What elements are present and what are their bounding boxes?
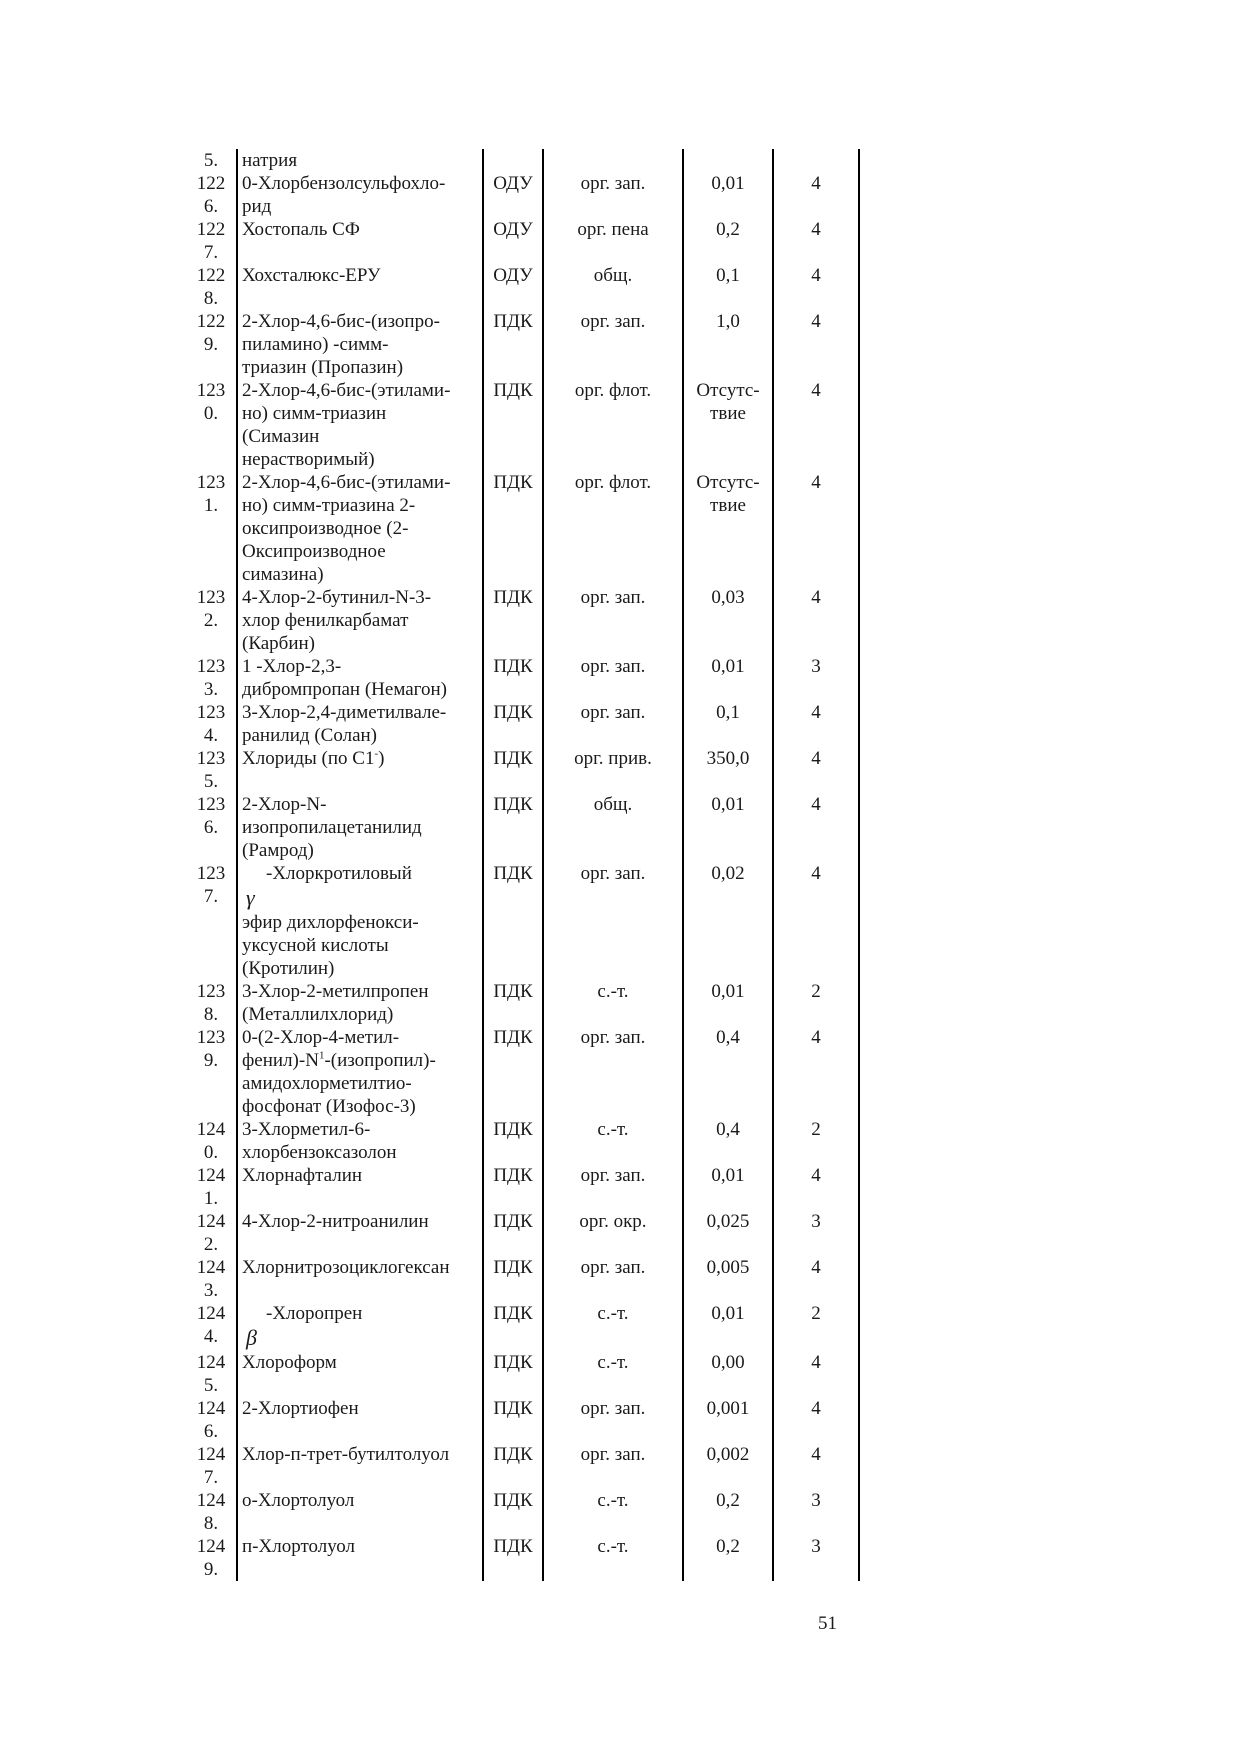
row-number: 123 1.: [196, 472, 226, 516]
substance-name-text: Хостопаль СФ: [242, 219, 360, 240]
substance-name: [242, 1118, 480, 1164]
substance-name: [242, 218, 480, 241]
row-number: 124 8.: [196, 1490, 226, 1534]
substance-name: натрия: [242, 150, 298, 171]
table-body: [186, 149, 859, 1581]
harm-indicator: орг. зап.: [580, 587, 646, 608]
substance-name-text: 2-Хлор-4,6-бис-(этилами- но) симм-триазина 2- оксипроизводное (2- Оксипроизводное симазина): [242, 472, 451, 585]
limit-type: ПДК: [493, 1352, 533, 1373]
concentration-value: 0,4: [716, 1119, 740, 1140]
substance-name: [242, 747, 480, 770]
hazard-class: 3: [811, 1211, 821, 1232]
substance-name-suffix: -(изопропил)- амидохлорметилтио- фосфонат (Изофос-3): [242, 1050, 436, 1117]
row-number: 122 7.: [196, 219, 226, 263]
limit-type: ОДУ: [493, 265, 533, 286]
substance-name-text: 4-Хлор-2-нитроанилин: [242, 1211, 429, 1232]
row-number: 124 2.: [196, 1211, 226, 1255]
table-row: [186, 1210, 859, 1256]
table-row: [186, 264, 859, 310]
concentration-value: 0,01: [711, 656, 745, 677]
hazard-class: 4: [811, 1444, 821, 1465]
substance-name: [242, 655, 480, 701]
hazard-class: 4: [811, 1398, 821, 1419]
substance-name-superscript: -: [374, 747, 379, 760]
limit-type: ПДК: [493, 1444, 533, 1465]
substance-name: [242, 1256, 480, 1279]
harm-indicator: с.-т.: [597, 1536, 629, 1557]
substance-name: [242, 980, 480, 1026]
harm-indicator: общ.: [593, 265, 633, 286]
table-row: [186, 1489, 859, 1535]
hazard-class: 3: [811, 1536, 821, 1557]
substance-name-text: Хлориды (по C1: [242, 748, 375, 769]
hazard-class: 4: [811, 472, 821, 493]
table-row-continuation: [186, 149, 859, 172]
hazard-class: 4: [811, 265, 821, 286]
row-number: 122 8.: [196, 265, 226, 309]
substance-name: [242, 586, 480, 655]
substance-name: [242, 793, 480, 862]
table-row: [186, 1302, 859, 1351]
hazard-class: 4: [811, 1257, 821, 1278]
substance-name-text: Хлор-п-трет-бутилтолуол: [242, 1444, 450, 1465]
concentration-value: 0,01: [711, 1165, 745, 1186]
table-row: [186, 1351, 859, 1397]
hazard-class: 3: [811, 1490, 821, 1511]
limit-type: ПДК: [493, 1490, 533, 1511]
substance-name-text: п-Хлортолуол: [242, 1536, 355, 1557]
harm-indicator: орг. зап.: [580, 863, 646, 884]
substance-name-text: Хлорнафталин: [242, 1165, 363, 1186]
substance-name-text: 4-Хлор-2-бутинил-N-3- хлор фенилкарбамат (Карбин): [242, 587, 432, 654]
limit-type: ПДК: [493, 1257, 533, 1278]
row-number: 124 7.: [196, 1444, 226, 1488]
hazard-class: 4: [811, 173, 821, 194]
concentration-value: 0,2: [716, 219, 740, 240]
concentration-value: 0,001: [706, 1398, 750, 1419]
harm-indicator: орг. зап.: [580, 173, 646, 194]
limit-type: ОДУ: [493, 219, 533, 240]
table-row: [186, 980, 859, 1026]
substance-name-text: 2-Хлортиофен: [242, 1398, 359, 1419]
substance-name-text: Хлорнитрозоциклогексан: [242, 1257, 450, 1278]
row-number: 123 6.: [196, 794, 226, 838]
row-number: 124 9.: [196, 1536, 226, 1580]
harm-indicator: орг. флот.: [574, 380, 652, 401]
harm-indicator: общ.: [593, 794, 633, 815]
concentration-value: 350,0: [706, 748, 750, 769]
substance-name: [242, 172, 480, 218]
substance-name: [242, 1397, 480, 1420]
harm-indicator: с.-т.: [597, 1119, 629, 1140]
concentration-value: 0,2: [716, 1536, 740, 1557]
harm-indicator: орг. зап.: [580, 1165, 646, 1186]
substance-name: [242, 310, 480, 379]
substance-name-suffix: ): [378, 748, 385, 769]
substance-name: [242, 1351, 480, 1374]
table-row: [186, 471, 859, 586]
hazard-class: 4: [811, 311, 821, 332]
substance-name-text: 1 -Хлор-2,3- дибромпропан (Немагон): [242, 656, 447, 700]
row-number: 123 4.: [196, 702, 226, 746]
substance-name-superscript: 1: [318, 1049, 325, 1062]
substance-name-text: о-Хлортолуол: [242, 1490, 355, 1511]
table-row: [186, 172, 859, 218]
limit-type: ПДК: [493, 1536, 533, 1557]
table-row: [186, 701, 859, 747]
substance-name-text: Хохсталюкс-ЕРУ: [242, 265, 381, 286]
limit-type: ПДК: [493, 981, 533, 1002]
substance-name: [242, 1443, 480, 1466]
hazard-class: 4: [811, 1165, 821, 1186]
row-number: 124 0.: [196, 1119, 226, 1163]
harm-indicator: орг. зап.: [580, 1398, 646, 1419]
limit-type: ПДК: [493, 748, 533, 769]
table-row: [186, 1026, 859, 1118]
harm-indicator: орг. зап.: [580, 1444, 646, 1465]
limit-type: ПДК: [493, 1165, 533, 1186]
concentration-value: 1,0: [716, 311, 740, 332]
substance-name: [242, 379, 480, 471]
row-number: 123 7.: [196, 863, 226, 907]
limit-type: ПДК: [493, 1027, 533, 1048]
substance-name-text: 2-Хлор-4,6-бис-(изопро- пиламино) -симм- триазин (Пропазин): [242, 311, 440, 378]
harm-indicator: с.-т.: [597, 1303, 629, 1324]
table-row: [186, 862, 859, 980]
hazard-class: 4: [811, 219, 821, 240]
limit-type: ОДУ: [493, 173, 533, 194]
hazard-class: 4: [811, 1352, 821, 1373]
substance-name-text: 3-Хлор-2-метилпропен (Металлилхлорид): [242, 981, 429, 1025]
row-number: 122 9.: [196, 311, 226, 355]
row-number: 124 4.: [196, 1303, 226, 1347]
page-number: 51: [818, 1613, 837, 1634]
harm-indicator: орг. зап.: [580, 311, 646, 332]
table-row: [186, 218, 859, 264]
limit-type: ПДК: [493, 1398, 533, 1419]
harm-indicator: орг. окр.: [579, 1211, 647, 1232]
greek-letter: β: [246, 1325, 257, 1350]
substance-name: [242, 471, 480, 586]
substance-name-text: 0-Хлорбензолсульфохло- рид: [242, 173, 446, 217]
concentration-value: 0,2: [716, 1490, 740, 1511]
harm-indicator: орг. зап.: [580, 1027, 646, 1048]
table-row: [186, 379, 859, 471]
table-row: [186, 1397, 859, 1443]
substance-name-text: эфир дихлорфенокси- уксусной кислоты (Кротилин): [242, 912, 419, 979]
row-number: 5.: [203, 150, 219, 171]
limit-type: ПДК: [493, 702, 533, 723]
row-number: 124 6.: [196, 1398, 226, 1442]
row-number: 123 9.: [196, 1027, 226, 1071]
table-row: [186, 1118, 859, 1164]
hazard-class: 4: [811, 587, 821, 608]
concentration-value: 0,002: [706, 1444, 750, 1465]
table-row: [186, 793, 859, 862]
limit-type: ПДК: [493, 1119, 533, 1140]
concentration-value: Отсутс- твие: [696, 472, 760, 516]
substance-name-text: 3-Хлор-2,4-диметилвале- ранилид (Солан): [242, 702, 447, 746]
limit-type: ПДК: [493, 311, 533, 332]
limit-type: ПДК: [493, 863, 533, 884]
concentration-value: 0,1: [716, 702, 740, 723]
harm-indicator: орг. зап.: [580, 1257, 646, 1278]
table-row: [186, 1535, 859, 1581]
harm-indicator: орг. прив.: [574, 748, 652, 769]
limit-type: ПДК: [493, 1303, 533, 1324]
concentration-value: 0,01: [711, 173, 745, 194]
hazard-class: 4: [811, 702, 821, 723]
row-number: 124 5.: [196, 1352, 226, 1396]
greek-letter: γ: [246, 885, 255, 910]
table-row: [186, 655, 859, 701]
table-row: [186, 1164, 859, 1210]
substance-name: [242, 1302, 480, 1351]
concentration-value: 0,1: [716, 265, 740, 286]
concentration-value: 0,005: [706, 1257, 750, 1278]
substance-name: [242, 1026, 480, 1118]
substance-name: [242, 1210, 480, 1233]
limit-type: ПДК: [493, 656, 533, 677]
hazard-class: 3: [811, 656, 821, 677]
limit-type: ПДК: [493, 587, 533, 608]
table-row: [186, 310, 859, 379]
substance-name-text: 2-Хлор-4,6-бис-(этилами- но) симм-триазин (Симазин нерастворимый): [242, 380, 451, 470]
table-row: [186, 1443, 859, 1489]
substance-name-prefix: -Хлоркротиловый: [266, 863, 412, 884]
substance-name-text: 2-Хлор-N- изопропилацетанилид (Рамрод): [242, 794, 422, 861]
substance-name: [242, 1164, 480, 1187]
harm-indicator: с.-т.: [597, 1352, 629, 1373]
table-row: [186, 747, 859, 793]
hazard-class: 4: [811, 863, 821, 884]
row-number: 123 0.: [196, 380, 226, 424]
row-number: 124 1.: [196, 1165, 226, 1209]
table-row: [186, 1256, 859, 1302]
hazard-class: 4: [811, 748, 821, 769]
hazard-class: 2: [811, 981, 821, 1002]
row-number: 123 8.: [196, 981, 226, 1025]
concentration-value: 0,4: [716, 1027, 740, 1048]
concentration-value: 0,00: [711, 1352, 745, 1373]
harm-indicator: орг. зап.: [580, 702, 646, 723]
row-number: 124 3.: [196, 1257, 226, 1301]
harm-indicator: орг. флот.: [574, 472, 652, 493]
hazard-class: 4: [811, 1027, 821, 1048]
substance-name-text: Хлороформ: [242, 1352, 337, 1373]
harm-indicator: орг. пена: [577, 219, 649, 240]
concentration-value: 0,01: [711, 794, 745, 815]
table-row: [186, 586, 859, 655]
row-number: 123 5.: [196, 748, 226, 792]
hazard-class: 2: [811, 1119, 821, 1140]
concentration-value: 0,01: [711, 1303, 745, 1324]
concentration-value: 0,03: [711, 587, 745, 608]
concentration-value: 0,025: [706, 1211, 750, 1232]
hazard-class: 2: [811, 1303, 821, 1324]
limit-type: ПДК: [493, 472, 533, 493]
substances-table: [186, 149, 860, 1581]
row-number: 123 3.: [196, 656, 226, 700]
substance-name: [242, 264, 480, 287]
concentration-value: 0,02: [711, 863, 745, 884]
hazard-class: 4: [811, 794, 821, 815]
hazard-class: 4: [811, 380, 821, 401]
harm-indicator: орг. зап.: [580, 656, 646, 677]
limit-type: ПДК: [493, 794, 533, 815]
substance-name-text: 0-(2-Хлор-4-метил- фенил)-N: [242, 1027, 400, 1071]
limit-type: ПДК: [493, 1211, 533, 1232]
concentration-value: 0,01: [711, 981, 745, 1002]
substance-name-text: 3-Хлорметил-6- хлорбензоксазолон: [242, 1119, 397, 1163]
row-number: 123 2.: [196, 587, 226, 631]
substance-name: [242, 1535, 480, 1558]
concentration-value: Отсутс- твие: [696, 380, 760, 424]
row-number: 122 6.: [196, 173, 226, 217]
limit-type: ПДК: [493, 380, 533, 401]
substance-name-prefix: -Хлоропрен: [266, 1303, 363, 1324]
harm-indicator: с.-т.: [597, 981, 629, 1002]
substance-name: [242, 701, 480, 747]
harm-indicator: с.-т.: [597, 1490, 629, 1511]
substance-name: [242, 862, 480, 980]
substance-name: [242, 1489, 480, 1512]
